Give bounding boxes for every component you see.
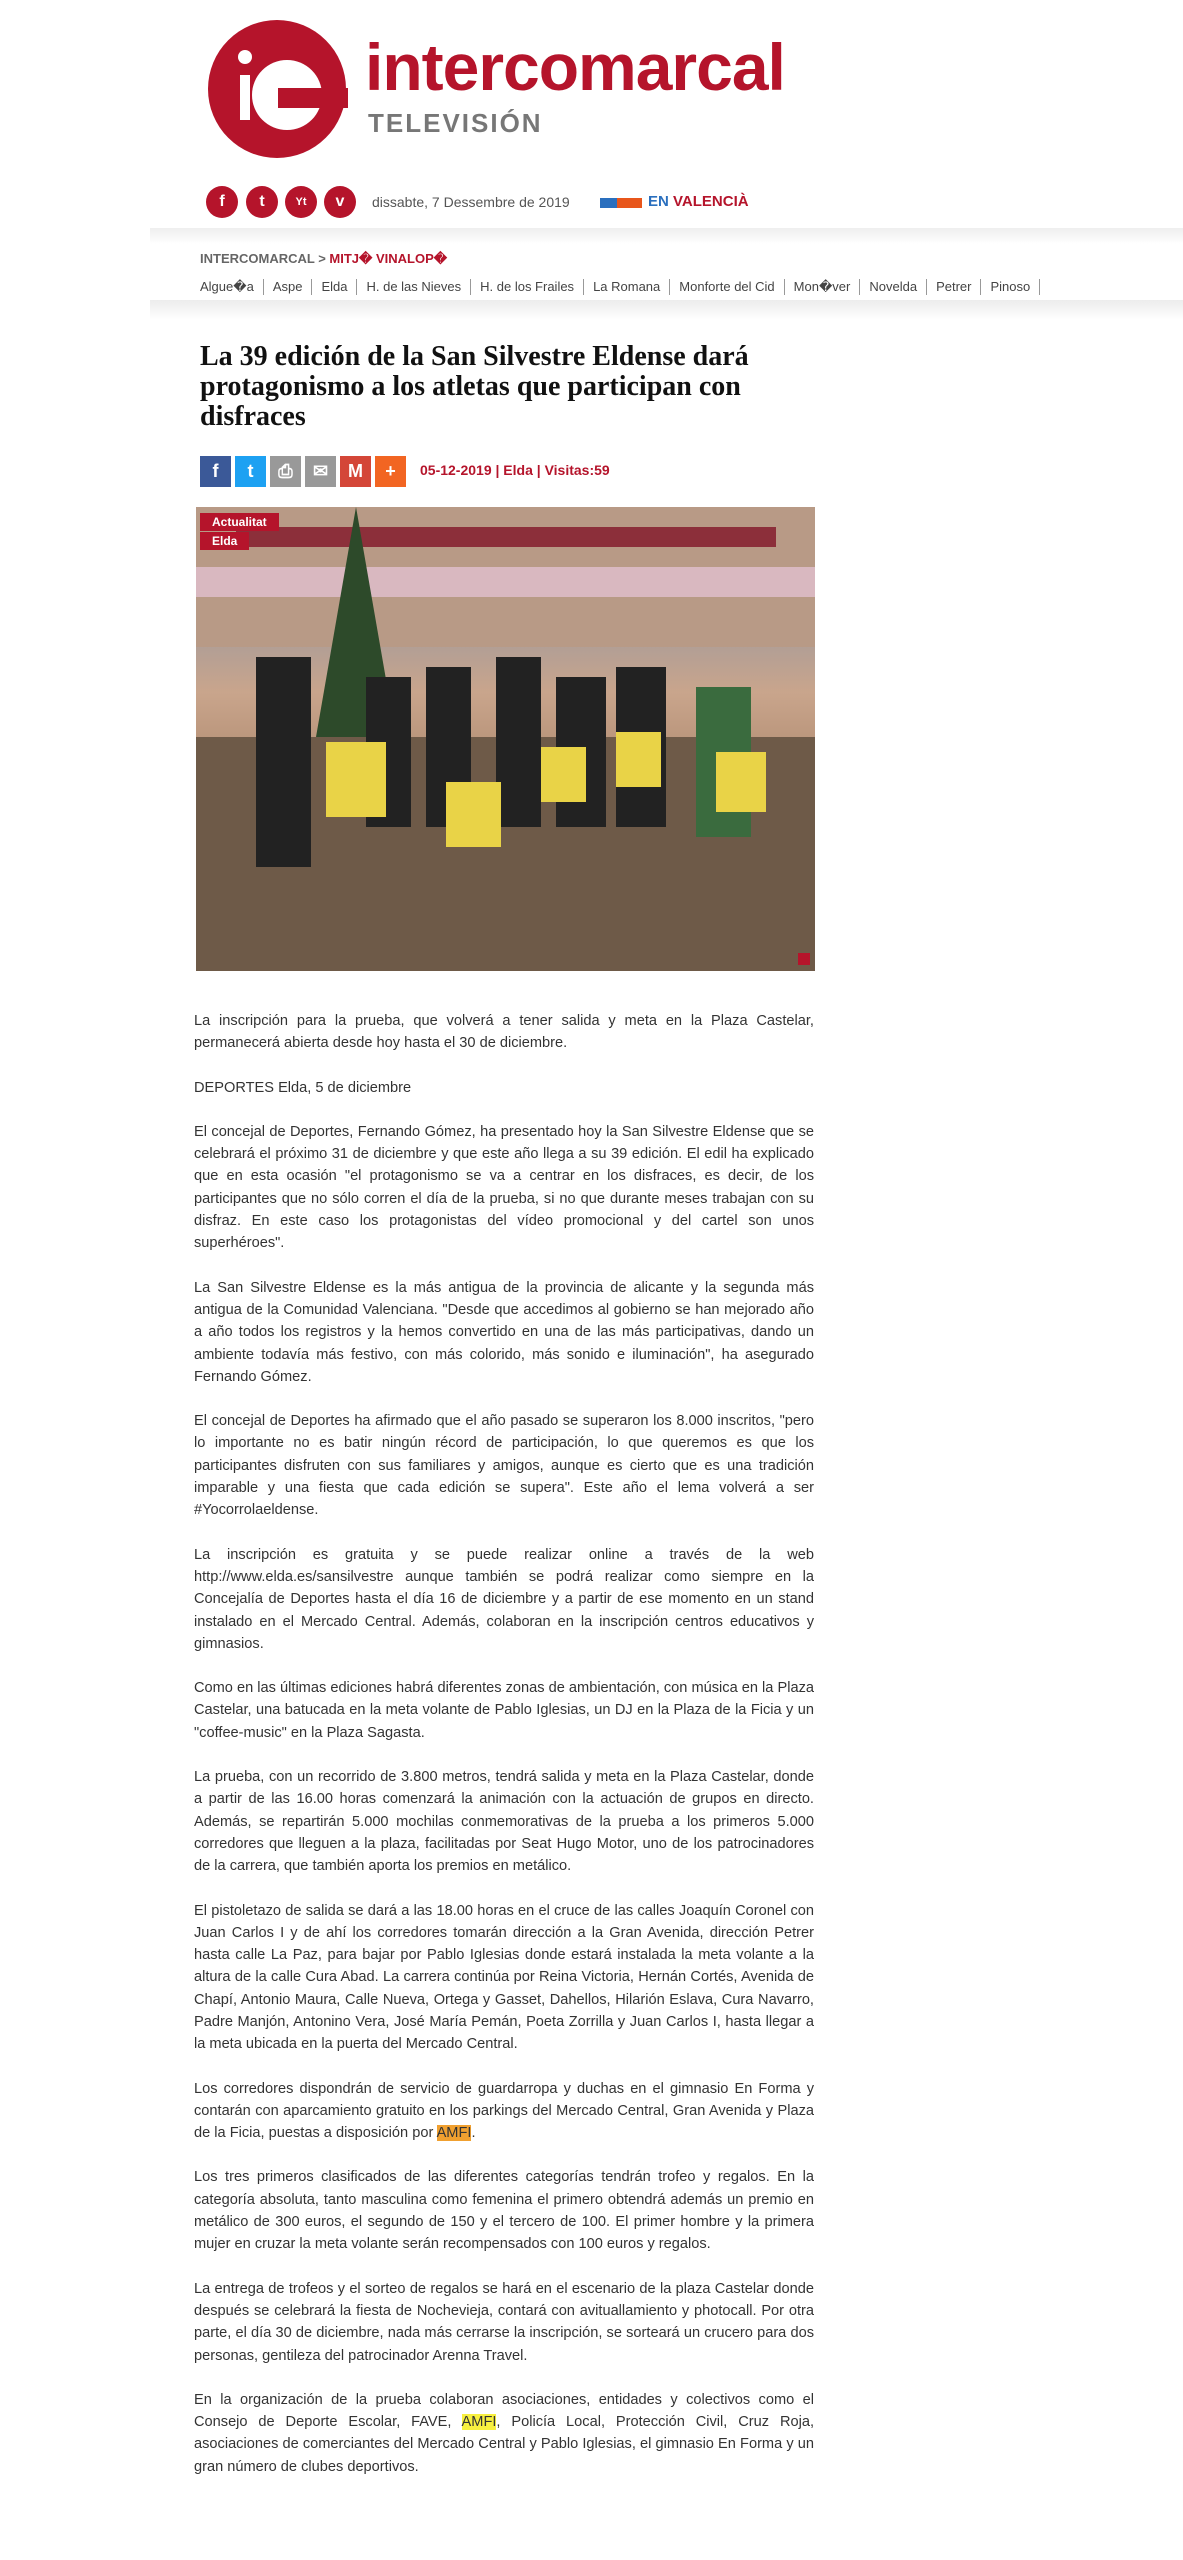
town-link[interactable]: H. de las Nieves bbox=[357, 279, 471, 295]
logo-icon[interactable] bbox=[208, 20, 346, 158]
nav-divider bbox=[150, 300, 1183, 320]
email-icon[interactable]: ✉ bbox=[305, 456, 336, 487]
breadcrumb-current[interactable]: MITJ� VINALOP� bbox=[329, 251, 448, 266]
vimeo-icon[interactable]: v bbox=[324, 186, 356, 218]
paragraph: El concejal de Deportes, Fernando Gómez, ha presentado hoy la San Silvestre Eldense que se celebrará el próximo 31 de diciembre y que este año llega a su 39 edición. El edil ha explicado que en esta ocasión "el protagonismo se va a centrar en los disfraces, es decir, de los participantes que no sólo corren el día de la prueba, si no que durante meses trabajan con su disfraz. En este caso los protagonistas del vídeo promocional y del cartel son unos superhéroes". bbox=[194, 1123, 814, 1252]
article-body bbox=[194, 1010, 814, 2500]
town-link[interactable]: Monforte del Cid bbox=[670, 279, 784, 295]
article-meta: 05-12-2019 | Elda | Visitas:59 bbox=[420, 462, 610, 478]
article-title: La 39 edición de la San Silvestre Eldense dará protagonismo a los atletas que participan con disfraces bbox=[200, 341, 749, 432]
town-link[interactable]: Algue�a bbox=[200, 279, 264, 295]
breadcrumb-root[interactable]: INTERCOMARCAL bbox=[200, 251, 315, 266]
category-tag[interactable]: Actualitat bbox=[200, 513, 279, 531]
town-link[interactable]: Novelda bbox=[860, 279, 927, 295]
paragraph: El pistoletazo de salida se dará a las 18.00 horas en el cruce de las calles Joaquín Coronel con Juan Carlos I y de ahí los corredores tomarán dirección a la Gran Avenida, dirección Petrer hasta calle La Paz, para bajar por Pablo Iglesias donde estará instalada la meta volante a la altura de la calle Cura Abad. La carrera continúa por Reina Victoria, Hernán Cortés, Avenida de Chapí, Antonio Maura, Calle Nueva, Ortega y Gasset, Dahellos, Hilarión Eslava, Cura Navarro, Padre Manjón, Antonino Vera, José María Pemán, Poeta Zorrilla y Juan Carlos I, hasta llegar a la meta ubicada en la puerta del Mercado Central. bbox=[194, 1902, 814, 2053]
print-icon[interactable]: ⎙ bbox=[270, 456, 301, 487]
gmail-icon[interactable]: M bbox=[340, 456, 371, 487]
language-link[interactable]: EN VALENCIÀ bbox=[648, 193, 749, 210]
town-link[interactable]: H. de los Frailes bbox=[471, 279, 584, 295]
more-share-icon[interactable]: + bbox=[375, 456, 406, 487]
paragraph: La San Silvestre Eldense es la más antigua de la provincia de alicante y la segunda más antigua de la Comunidad Valenciana. "Desde que accedimos al gobierno se han mejorado año a año todos los registros y la hemos convertido en una de las más participativas, dando un ambiente todavía más festivo, con más colorido, más sonido e iluminación", ha asegurado Fernando Gómez. bbox=[194, 1279, 814, 1385]
paragraph: La prueba, con un recorrido de 3.800 metros, tendrá salida y meta en la Plaza Castelar, donde a partir de las 16.00 horas comenzará la animación con la actuación de grupos en directo. Además, se repartirán 5.000 mochilas conmemorativas de la prueba a los primeros 5.000 corredores que lleguen a la plaza, facilitadas por Seat Hugo Motor, uno de los patrocinadores de la carrera, que también aporta los premios en metálico. bbox=[194, 1769, 814, 1875]
breadcrumb: INTERCOMARCAL > MITJ� VINALOP� bbox=[200, 251, 448, 266]
towns-nav bbox=[200, 279, 1040, 295]
brand-name[interactable]: intercomarcal bbox=[365, 30, 785, 104]
town-link[interactable]: La Romana bbox=[584, 279, 670, 295]
amfi-highlight: AMFI bbox=[436, 2125, 472, 2142]
paragraph: El concejal de Deportes ha afirmado que el año pasado se superaron los 8.000 inscritos, "pero lo importante no es batir ningún récord de participación, lo que queremos es que los participantes disfruten con sus familiares y amigos, aunque es cierto que es una tradición imparable y una fiesta que cada edición se supera". Este año el lema volverá a ser #Yocorrolaeldense. bbox=[194, 1413, 814, 1519]
paragraph: La inscripción para la prueba, que volverá a tener salida y meta en la Plaza Castelar, permanecerá abierta desde hoy hasta el 30 de diciembre. bbox=[194, 1013, 814, 1052]
paragraph: Como en las últimas ediciones habrá diferentes zonas de ambientación, con música en la Plaza Castelar, una batucada en la meta volante de Pablo Iglesias, un DJ en la Plaza de la Ficia y un "coffee-music" en la Plaza Sagasta. bbox=[194, 1680, 814, 1741]
town-link[interactable]: Pinoso bbox=[981, 279, 1040, 295]
paragraph: En la organización de la prueba colaboran asociaciones, entidades y colectivos como el Consejo de Deporte Escolar, FAVE, AMFI, Policía Local, Protección Civil, Cruz Roja, asociaciones de comerciantes del Mercado Central y Pablo Iglesias, el gimnasio En Forma y un gran número de clubes deportivos. bbox=[194, 2391, 815, 2475]
amfi-highlight: AMFI bbox=[461, 2414, 497, 2431]
flag-icon bbox=[600, 198, 642, 208]
current-date: dissabte, 7 Dessembre de 2019 bbox=[372, 194, 570, 210]
paragraph: Los tres primeros clasificados de las diferentes categorías tendrán trofeo y regalos. En la categoría absoluta, tanto masculina como femenina el primero obtendrá además un premio en metálico de 300 euros, el segundo de 150 y el tercero de 100. El primer hombre y la primera mujer en cruzar la meta volante serán recompensados con 100 euros y regalos. bbox=[194, 2169, 814, 2253]
article-photo bbox=[196, 507, 815, 971]
paragraph: Los corredores dispondrán de servicio de guardarropa y duchas en el gimnasio En Forma y contarán con aparcamiento gratuito en los parkings del Mercado Central, Gran Avenida y Plaza de la Ficia, puestas a disposición por AMFI. bbox=[194, 2080, 814, 2142]
location-tag[interactable]: Elda bbox=[200, 532, 249, 550]
paragraph: DEPORTES Elda, 5 de diciembre bbox=[194, 1079, 412, 1096]
header-divider bbox=[150, 228, 1183, 244]
town-link[interactable]: Elda bbox=[312, 279, 357, 295]
paragraph: La entrega de trofeos y el sorteo de regalos se hará en el escenario de la plaza Castelar donde después se celebrará la fiesta de Nochevieja, contará con avituallamiento y photocall. Por otra parte, el día 30 de diciembre, nada más cerrarse la inscripción, se sorteará un crucero para dos personas, gentileza del patrocinador Arenna Travel. bbox=[194, 2280, 814, 2364]
facebook-share-icon[interactable]: f bbox=[200, 456, 231, 487]
facebook-icon[interactable]: f bbox=[206, 186, 238, 218]
town-link[interactable]: Aspe bbox=[264, 279, 313, 295]
paragraph: La inscripción es gratuita y se puede realizar online a través de la web http://www.elda.es/sansilvestre aunque también se podrá realizar como siempre en la Concejalía de Deportes hasta el día 16 de diciembre y a partir de ese momento en un stand instalado en el Mercado Central. Además, colaboran en la inscripción centros educativos y gimnasios. bbox=[194, 1546, 814, 1652]
twitter-share-icon[interactable]: t bbox=[235, 456, 266, 487]
brand-subtitle: TELEVISIÓN bbox=[368, 108, 543, 138]
youtube-icon[interactable]: Yt bbox=[285, 186, 317, 218]
town-link[interactable]: Petrer bbox=[927, 279, 981, 295]
twitter-icon[interactable]: t bbox=[246, 186, 278, 218]
town-link[interactable]: Mon�ver bbox=[785, 279, 861, 295]
